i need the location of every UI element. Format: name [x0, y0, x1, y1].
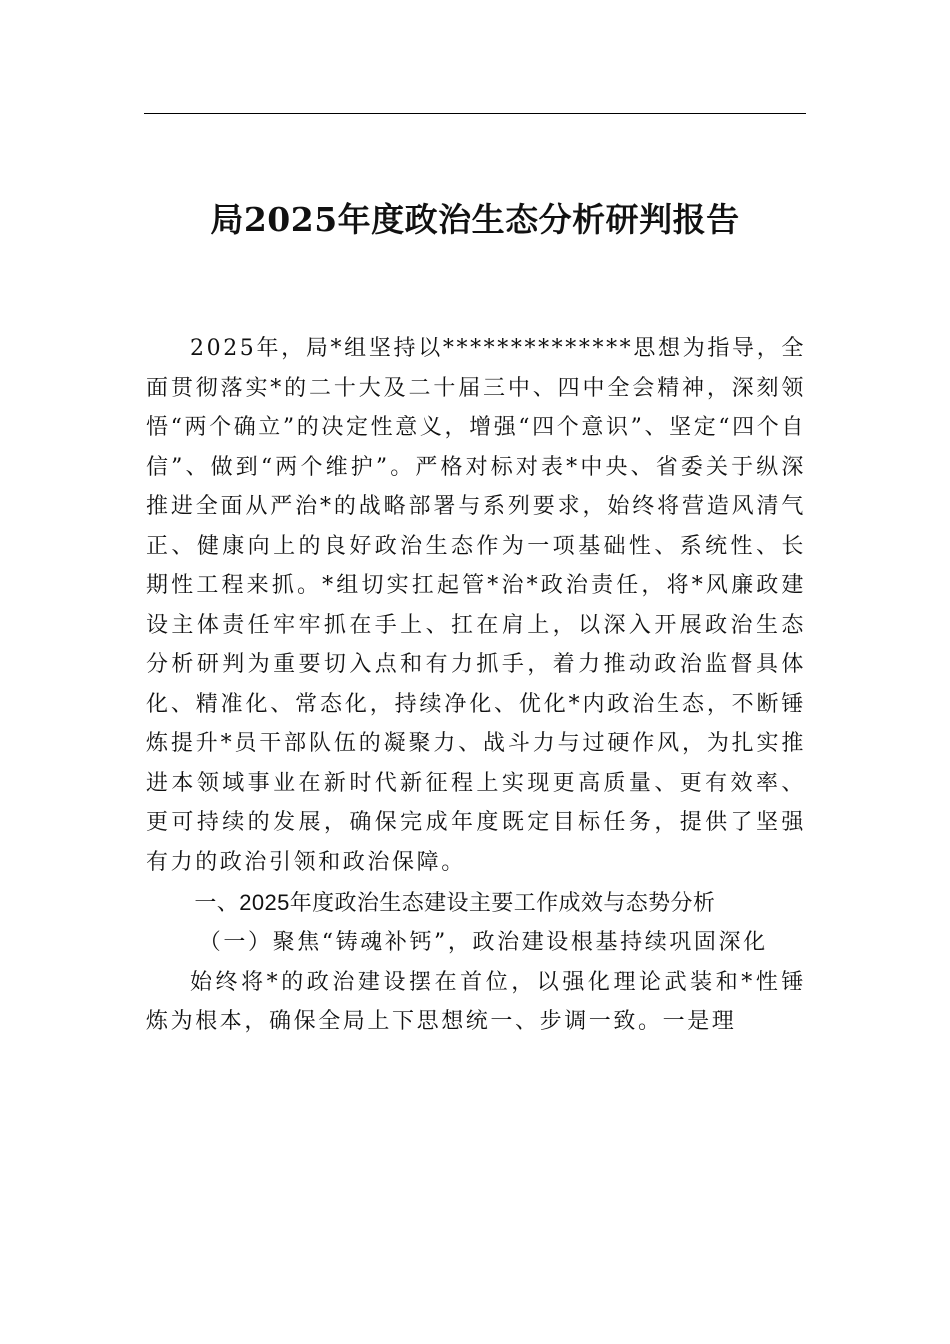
section-heading: 一、2025年度政治生态建设主要工作成效与态势分析: [194, 890, 716, 915]
header-rule: [144, 113, 806, 114]
subsection-heading: （一）聚焦“铸魂补钙”，政治建设根基持续巩固深化: [198, 930, 768, 955]
intro-paragraph: 2025年，局*组坚持以**************思想为指导，全面贯彻落实*的二十大及二十届三中、四中全会精神，深刻领悟“两个确立”的决定性意义，增强“四个意识”、坚定“四个自信”、做到“两个维护”。严格对标对表*中央、省委关于纵深推进全面从严治*的战略部署与系列要求，始终将营造风清气正、健康向上的良好政治生态作为一项基础性、系统性、长期性工程来抓。*组切实扛起管*治*政治责任，将*风廉政建设主体责任牢牢抓在手上、扛在肩上，以深入开展政治生态分析研判为重要切入点和有力抓手，着力推动政治监督具体化、精准化、常态化，持续净化、优化*内政治生态，不断锤炼提升*员干部队伍的凝聚力、战斗力与过硬作风，为扎实推进本领域事业在新时代新征程上实现更高质量、更有效率、更可持续的发展，确保完成年度既定目标任务，提供了坚强有力的政治引领和政治保障。: [146, 336, 806, 875]
subsection-paragraph: 始终将*的政治建设摆在首位，以强化理论武装和*性锤炼为根本，确保全局上下思想统一、步调一致。一是理: [146, 969, 806, 1034]
document-body: [146, 329, 806, 1042]
document-title: 局2025年度政治生态分析研判报告: [210, 200, 740, 239]
